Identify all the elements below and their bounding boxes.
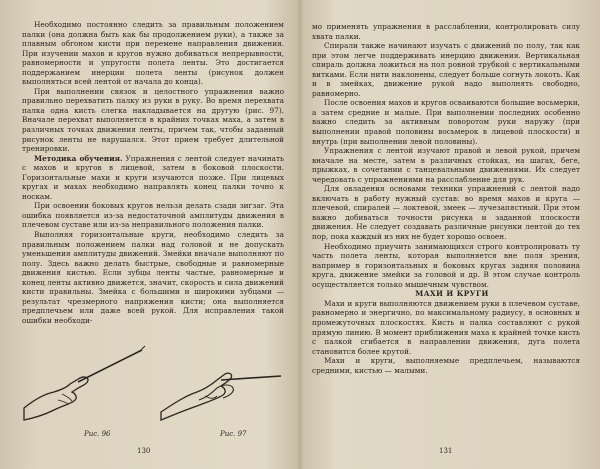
page-number-left: 130 <box>137 447 151 455</box>
paragraph: Спирали также начинают изучать с движений по полу, так как при этом легче поддерживать инерцию движения. Вертикальная спираль должна ложиться на пол ровной трубкой с вертикальными витками. Если нити наклонены, следует больше согнуть локоть. Как и в змейках, движение рукой надо выполнять свободно, равномерно. <box>312 41 580 98</box>
right-page <box>302 0 600 469</box>
right-page-text <box>312 22 580 375</box>
figure-97-stick-regrip <box>159 338 284 426</box>
page-number-right: 131 <box>439 447 453 455</box>
paragraph: Махи и круги, выполняемые предплечьем, называются средними, кистью — малыми. <box>312 356 580 375</box>
paragraph-method: Методика обучения. Упражнения с лентой следует начинать с махов и кругов в лицевой, затем в боковой плоскости. Горизонтальные махи и круги изучаются позже. При лицевых кругах и махах необходимо направлять конец палки точно к носкам. <box>22 153 285 201</box>
section-heading: МАХИ И КРУГИ <box>415 289 489 299</box>
paragraph: Махи и круги выполняются движением руки в плечевом суставе, равномерно и энергично, по максимальному радиусу, в основных и промежуточных плоскостях. Кисть и палка составляют с рукой прямую линию. В момент приближения маха к крайней точке кисть с палкой сгибается в направлении движения, дуга полета становится более крутой. <box>312 298 580 356</box>
paragraph: После освоения махов и кругов осваиваются большие восьмерки, а затем средние и малые. При выполнении последних особенно важно следить за активным поворотом руки наружу (при выполнении правой половины восьмерок в лицевой плоскости) и внутрь (при выполнении левой половины). <box>312 98 580 146</box>
paragraph: Для овладения основами техники упражнений с лентой надо включать в работу нужный сустав: во время махов и круга — плечевой, спиралей — локтевой, змеек — лучезапястный. При этом важно добиваться точности рисунка и заданной плоскости движения. Не следует создавать различные рисунки лентой до тех пор, пока каждый из них не будет хорошо освоен. <box>312 184 580 242</box>
paragraph: мо применять упражнения в расслаблении, контролировать силу хвата палки. <box>312 22 580 41</box>
figures <box>22 338 284 438</box>
left-page <box>0 0 298 469</box>
figure-96-caption: Рис. 96 <box>84 430 111 438</box>
paragraph: Упражнения с лентой изучают правой и левой рукой, причем вначале на месте, затем в различных стойках, на шагах, беге, прыжках, в сочетании с танцевальными движениями. Их следует чередовать с упражнениями на расслабление для рук. <box>312 146 580 184</box>
method-lead: Методика обучения. <box>34 153 123 163</box>
figure-96-hand-with-stick <box>22 338 147 426</box>
paragraph: Выполняя горизонтальные круги, необходимо следить за правильным положением палки над головой и не допускать уменьшения амплитуды движений. Змейки вначале выполняют по полу. Здесь важно делать быстрые, свободные и равномерные движения кистью. Если зубцы ленты частые, равномерные и конец ленты активно движется, значит, скорость и сила движений кисти правильны. Змейка с большими и широкими зубцами — результат чрезмерного напряжения кисти; она выполняется предплечьем или даже всей рукой. Для исправления такой ошибки необходи- <box>22 230 284 325</box>
paragraph: Необходимо приучить занимающихся строго контролировать ту часть полета ленты, которая выполняется вне поля зрения, например в горизонтальных и боковых кругах задняя половина круга, движение змейки за головой и др. В этом случае контроль осуществляется только мышечным чувством. <box>312 241 580 289</box>
paragraph: Необходимо постоянно следить за правильным положением палки (она должна быть как бы продолжением руки), а также за плавным обгоном кисти при перемене направления движения. При изучении махов и кругов нужно добиваться непрерывности, равномерности и упругости полета ленты. Это достигается поддержанием инерции полета ленты (рисунок должен выполняться всей лентой от начала до конца). <box>22 20 284 87</box>
paragraph: При выполнении связок и целостного упражнения важно правильно перехватить палку из руки в руку. Во время перехвата палка одна кисть слегка накладывается на другую (рис. 97). Вначале перехват выполняется в крайних точках маха, а затем в различных точках движения ленты, причем так, чтобы заданный рисунок ленты не нарушался. Этот прием требует длительной тренировки. <box>22 86 284 154</box>
figure-97-caption: Рис. 97 <box>220 430 247 438</box>
left-page-text <box>22 20 284 326</box>
paragraph: При освоении боковых кругов нельзя делать сзади зигзаг. Эта ошибка появляется из-за недостаточной амплитуды движения в плечевом суставе или из-за неправильного положения палки. <box>22 201 284 230</box>
